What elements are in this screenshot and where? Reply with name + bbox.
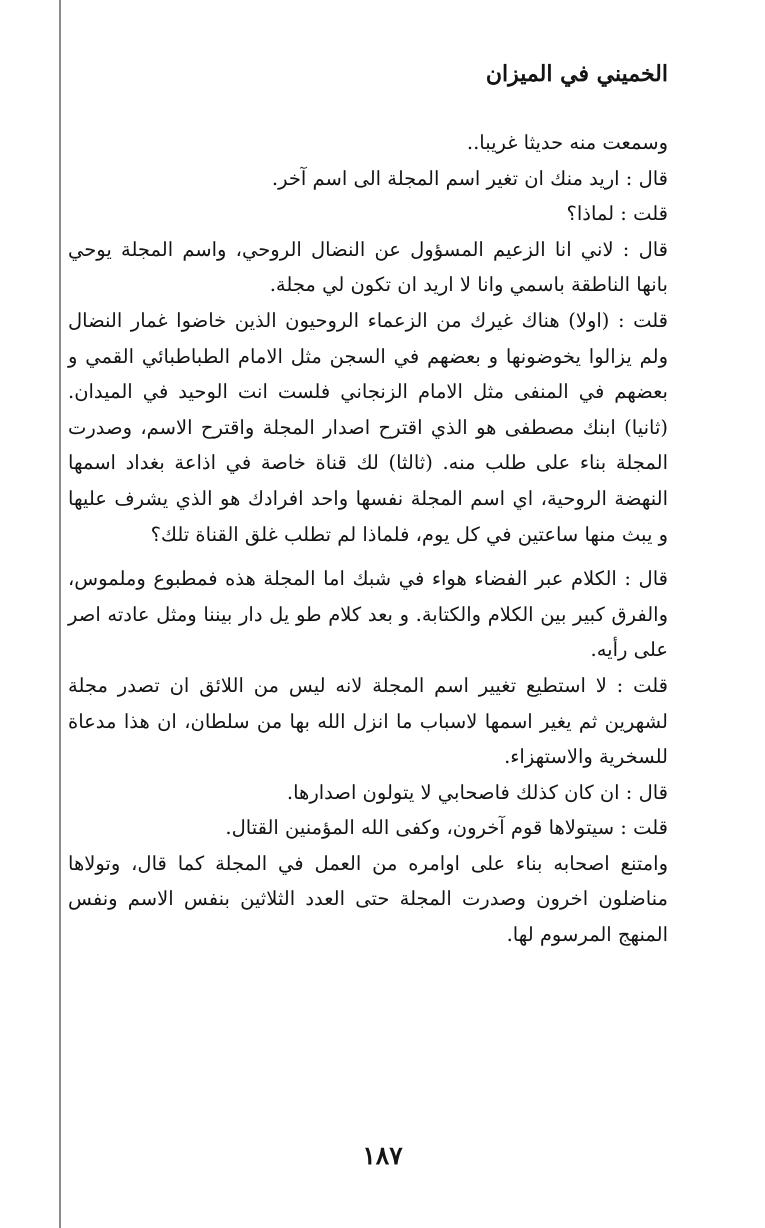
paragraph: قال : ان كان كذلك فاصحابي لا يتولون اصدارها. <box>286 780 668 804</box>
page-edge-line <box>59 0 61 1228</box>
paragraph: وامتنع اصحابه بناء على اوامره من العمل في المجلة كما قال، وتولاها مناضلون اخرون وصدرت المجلة حتى العدد الثلاثين بنفس الاسم ونفس المنهج المرسوم لها. <box>68 851 668 947</box>
paragraph: قلت : لماذا؟ <box>566 202 668 226</box>
paragraph: قلت : سيتولاها قوم آخرون، وكفى الله المؤمنين القتال. <box>225 816 668 840</box>
paragraph: قلت : (اولا) هناك غيرك من الزعماء الروحيون الذين خاضوا غمار النضال ولم يزالوا يخوضونها و بعضهم في السجن مثل الامام الطباطبائي القمي و بعضهم في المنفى مثل الامام الزنجاني فلست انت الوحيد في الميدان. (ثانيا) ابنك مصطفى هو الذي اقترح اصدار المجلة واقترح الاسم، وصدرت المجلة بناء على طلب منه. (ثالثا) لك قناة خاصة في اذاعة بغداد اسمها النهضة الروحية، اي اسم المجلة نفسها واحد افرادك هو الذي يشرف عليها و يبث منها ساعتين في كل يوم، فلماذا لم تطلب غلق القناة تلك؟ <box>68 308 668 546</box>
body-text <box>68 125 668 953</box>
page-number: ١٨٧ <box>362 1141 403 1170</box>
paragraph: قلت : لا استطيع تغيير اسم المجلة لانه ليس من اللائق ان تصدر مجلة لشهرين ثم يغير اسمها لاسباب ما انزل الله بها من سلطان، ان هذا مدعاة للسخرية والاستهزاء. <box>68 673 668 769</box>
paragraph: قال : لاني انا الزعيم المسؤول عن النضال الروحي، واسم المجلة يوحي بانها الناطقة باسمي وانا لا اريد ان تكون لي مجلة. <box>68 237 668 297</box>
paragraph: وسمعت منه حديثا غريبا.. <box>466 131 668 154</box>
running-header: الخميني في الميزان <box>485 61 668 87</box>
paragraph: قال : اريد منك ان تغير اسم المجلة الى اسم آخر. <box>271 166 668 190</box>
paragraph: قال : الكلام عبر الفضاء هواء في شبك اما المجلة هذه فمطبوع وملموس، والفرق كبير بين الكلام والكتابة. و بعد كلام طو يل دار بيننا ومثل عادته اصر على رأيه. <box>68 567 668 662</box>
